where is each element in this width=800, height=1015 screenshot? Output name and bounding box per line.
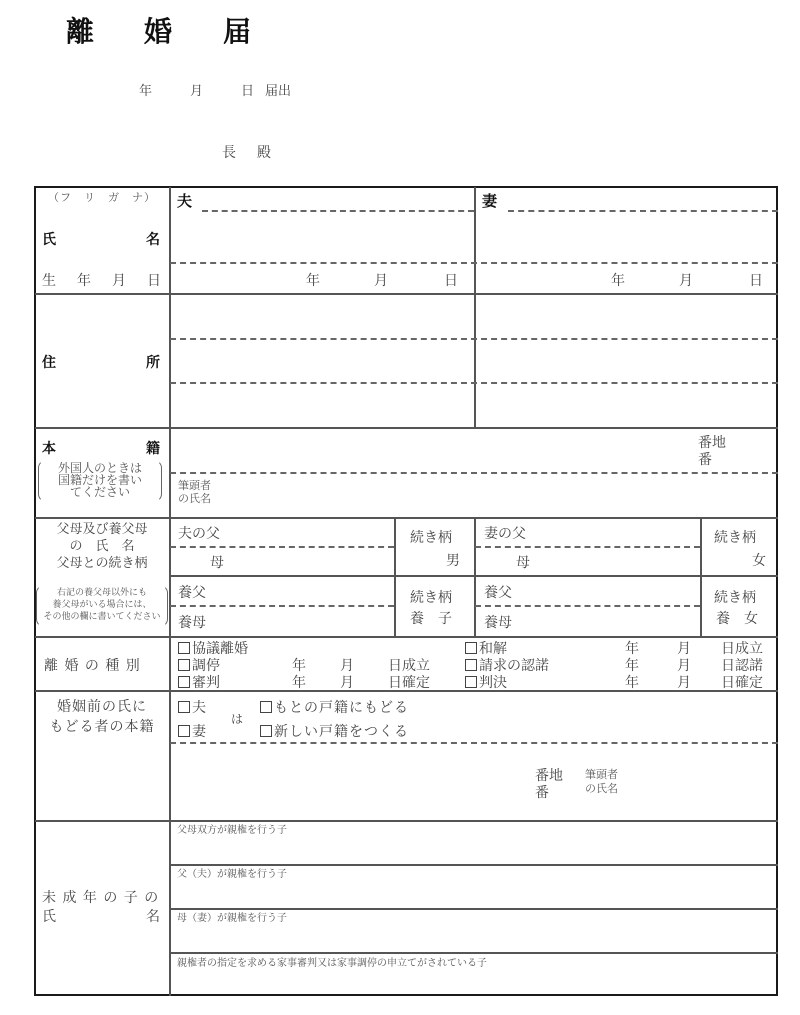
parents-note: 右記の養父母以外にも 養父母がいる場合には、 その他の欄に書いてください [43,588,161,622]
children-row-pending-designation[interactable] [172,954,776,996]
wife-adoptive-relation-label: 続き柄 [714,590,756,606]
honseki-label-left: 本 [42,441,56,457]
husband-name-field[interactable] [172,214,472,260]
husband-father-field[interactable] [225,520,390,544]
addressee-honorific: 殿 [257,145,271,161]
wife-adoptive-father-field[interactable] [520,578,696,602]
husband-adoptive-dashed [170,605,394,607]
wife-father-field[interactable] [530,520,696,544]
honseki-hittousha-label: 筆頭者 の氏名 [178,479,211,505]
filing-day-label: 日 [241,84,255,99]
husband-label: 夫 [177,192,193,210]
return-ban-label: 番 [535,785,549,801]
wife-adoptive-dashed [475,605,700,607]
wife-birth-year-label: 年 [611,273,625,289]
return-banchi-label: 番地 [535,768,563,784]
return-option-original-registry[interactable]: もとの戸籍にもどる [260,697,409,717]
husband-father-label: 夫の父 [178,526,220,542]
checkbox-icon[interactable] [178,725,190,737]
children-row-mother[interactable] [172,910,776,951]
children-label-left: 氏 [42,909,56,925]
title-char-ri: 離 [66,15,95,48]
address-label-left: 住 [42,355,56,371]
option-hanketsu[interactable]: 判決 年 月 日確定 [465,672,775,692]
return-option-new-registry[interactable]: 新しい戸籍をつくる [260,721,409,741]
husband-birthdate-field[interactable] [172,264,472,292]
wife-parents-dashed [475,546,700,548]
husband-adoptive-father-field[interactable] [215,578,390,602]
checkbox-icon[interactable] [260,701,272,713]
option-shinpan[interactable]: 審判 年 月 日確定 [178,672,468,692]
wife-father-label: 妻の父 [484,526,526,542]
wife-adoptive-relation-value: 養 女 [716,611,758,627]
checkbox-icon[interactable] [260,725,272,737]
checkbox-icon[interactable] [178,676,190,688]
honseki-address-field[interactable] [172,430,692,470]
birth-label-gatsu: 月 [112,273,126,289]
birth-label-nichi: 日 [147,273,161,289]
wife-adoptive-mother-label: 養母 [484,615,512,631]
checkbox-icon[interactable] [178,642,190,654]
row-sep-parents-mid [170,575,778,577]
label-column-divider [169,187,171,996]
wife-relation-label: 続き柄 [714,530,756,546]
honseki-label-right: 籍 [146,441,160,457]
honseki-ban-label: 番 [698,452,712,468]
wife-birth-month-label: 月 [679,273,693,289]
row-sep-honseki [35,517,778,519]
return-dashed-line [170,742,778,744]
husband-birth-month-label: 月 [374,273,388,289]
address-label-right: 所 [146,355,160,371]
children-row-caption: 親権者の指定を求める家事審判又は家事調停の申立てがされている子 [177,958,487,969]
name-label-left: 氏 [42,232,56,248]
husband-adoptive-father-label: 養父 [178,585,206,601]
birth-label-nen: 年 [77,273,91,289]
husband-adoptive-mother-label: 養母 [178,615,206,631]
furigana-label: （フ リ ガ ナ） [48,191,156,204]
wife-label: 妻 [482,192,498,210]
parents-label: 父母及び養父母 の 氏 名 父母との続き柄 [56,522,148,571]
husband-adoptive-relation-label: 続き柄 [410,590,452,606]
children-row-both-parents[interactable] [172,822,776,863]
wife-mother-label: 母 [516,555,530,571]
return-honseki-field[interactable] [172,746,532,818]
husband-mother-label: 母 [210,555,224,571]
return-option-husband[interactable]: 夫 [178,697,206,717]
husband-birth-year-label: 年 [306,273,320,289]
return-option-wife[interactable]: 妻 [178,721,206,741]
husband-parents-dashed [170,546,394,548]
row-sep-name [35,293,778,295]
checkbox-icon[interactable] [465,676,477,688]
checkbox-icon[interactable] [178,701,190,713]
honseki-banchi-label: 番地 [698,435,726,451]
return-label: 婚姻前の氏に もどる者の本籍 [49,699,155,735]
wife-adoptive-mother-field[interactable] [520,608,696,634]
divorce-type-label: 離 婚 の 種 別 [44,658,141,674]
addressee-chief: 長 [222,145,236,161]
husband-relation-value: 男 [446,553,460,569]
spouse-divider-top [474,187,476,427]
wife-adoptive-father-label: 養父 [484,585,512,601]
children-row-caption: 父母双方が親権を行う子 [177,825,287,836]
birth-label-sei: 生 [42,273,56,289]
return-wa-label: は [231,712,244,726]
filing-month-label: 月 [190,84,204,99]
option-chotei[interactable]: 調停 年 月 日成立 [178,655,468,675]
option-seikyu-nindaku[interactable]: 請求の認諾 年 月 日認諾 [465,655,775,675]
husband-birth-day-label: 日 [444,273,458,289]
husband-mother-field[interactable] [230,549,390,573]
children-row-father[interactable] [172,866,776,907]
wife-address-field[interactable] [477,296,777,426]
return-hittousha-label: 筆頭者 の氏名 [585,768,618,795]
children-label-right: 名 [146,909,160,925]
honseki-dashed-line [170,472,778,474]
husband-adoptive-mother-field[interactable] [215,608,390,634]
children-row-caption: 母（妻）が親権を行う子 [177,913,287,924]
return-hittousha-field[interactable] [630,746,776,818]
wife-furigana-line [508,210,778,212]
filing-year-label: 年 [139,84,153,99]
checkbox-icon[interactable] [178,659,190,671]
wife-birth-day-label: 日 [749,273,763,289]
husband-relation-label: 続き柄 [410,530,452,546]
title-char-kon: 婚 [144,15,173,48]
wife-name-field[interactable] [477,214,777,260]
husband-address-field[interactable] [172,296,472,426]
checkbox-icon[interactable] [465,642,477,654]
checkbox-icon[interactable] [465,659,477,671]
children-label-line1: 未 成 年 の 子 の [42,890,160,906]
husband-adoptive-relation-value: 養 子 [410,611,452,627]
wife-mother-field[interactable] [536,549,696,573]
wife-relation-value: 女 [752,553,766,569]
husband-furigana-line [202,210,474,212]
title-char-todoke: 届 [223,15,252,48]
honseki-note: 外国人のときは 国籍だけを書い てください [57,461,142,499]
wife-birthdate-field[interactable] [477,264,777,292]
children-row-caption: 父（夫）が親権を行う子 [177,869,287,880]
name-label-right: 名 [146,232,160,248]
filing-suffix: 届出 [265,84,292,99]
option-wakai[interactable]: 和解 年 月 日成立 [465,638,775,658]
honseki-hittousha-field[interactable] [225,476,775,514]
row-sep-address [35,427,778,429]
option-kyogi-rikon[interactable]: 協議離婚 [178,638,248,658]
